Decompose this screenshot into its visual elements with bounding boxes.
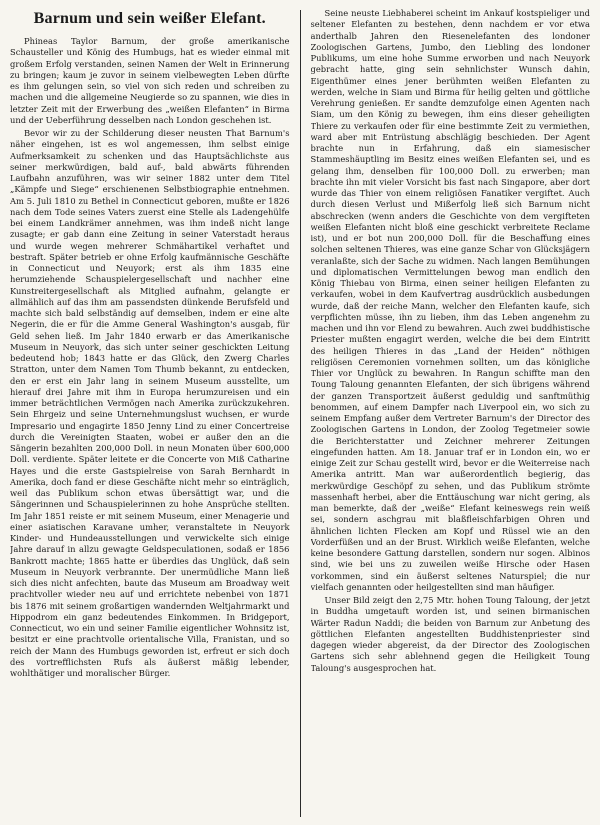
paragraph: Unser Bild zeigt den 2,75 Mtr. hohen Toung Taloung, der jetzt in Buddha umgetauft worden ist, und seinen birmanischen Wärter Radun Naddi; die beiden von Barnum zur Anbetung des göttlichen Elefanten angestellten Buddhistenpriester sind dagegen wieder abgereist, da der Director des Zoologischen Gartens sich sehr ablehnend gegen die Heiligkeit Toung Taloung's ausgesprochen hat. [310, 595, 590, 673]
column-divider [300, 10, 301, 817]
paragraph: Seine neuste Liebhaberei scheint im Ankauf kostspieliger und seltener Elefanten zu bestehen, denn nachdem er vor etwa anderthalb Jahren den Riesenelefanten des londoner Zoologischen Gartens, Jumbo, den Liebling des londoner Publikums, um eine hohe Summe erworben und nach Neuyork gebracht hatte, ging sein sehnlichster Wunsch dahin, Eigenthümer eines jener berühmten weißen Elefanten zu werden, welche in Siam und Birma für heilig gelten und göttliche Verehrung genießen. Er sandte demzufolge einen Agenten nach Siam, um den König zu bewegen, ihm eins dieser geheiligten Thiere zu verkaufen oder für eine bestimmte Zeit zu vermiethen, ward aber mit Entrüstung abschlägig beschieden. Der Agent brachte nun in Erfahrung, daß ein siamesischer Stammeshäuptling im Besitz eines weißen Elefanten sei, und es gelang ihm, denselben für 100,000 Doll. zu erwerben; man brachte ihn mit vieler Vorsicht bis fast nach Singapore, aber dort wurde das Thier von einem religiösen Fanatiker vergiftet. Auch durch diesen Verlust und Mißerfolg ließ sich Barnum nicht abschrecken (wenn anders die Geschichte von dem vergifteten weißen Elefanten nicht bloß eine geschickt verbreitete Reclame ist), und er bot nun 200,000 Doll. für die Beschaffung eines solchen seltenen Thieres, was eine ganze Schar von Glücksjägern veranlaßte, sich der Sache zu widmen. Nach langen Bemühungen und diplomatischen Vermittelungen bewog man endlich den König Thiebau von Birma, einen seiner heiligen Elefanten zu verkaufen, wobei in dem Kaufvertrag ausdrücklich ausbedungen wurde, daß der reiche Mann, welcher den Elefanten kaufe, sich verpflichten müsse, ihn zu lieben, ihm das Leben angenehm zu machen und ihn vor Elend zu bewahren. Auch zwei buddhistische Priester mußten engagirt werden, welche die bei dem Eintritt des heiligen Thieres in das „Land der Heiden“ nöthigen religiösen Ceremonien vornehmen sollten, um das königliche Thier vor Unglück zu bewahren. In Rangun schiffte man den Toung Taloung genannten Elefanten, der sich übrigens während der ganzen Transportzeit äußerst geduldig und sanftmüthig benommen, auf einem Dampfer nach Liverpool ein, wo sich zu seinem Empfang außer dem Vertreter Barnum's der Director des Zoologischen Gartens in London, der Zoolog Tegetmeier sowie die Berichterstatter und Zeichner mehrerer Zeitungen eingefunden hatten. Am 18. Januar traf er in London ein, wo er einige Zeit zur Schau gestellt wird, bevor er die Weiterreise nach Amerika antritt. Man war außerordentlich begierig, das merkwürdige Geschöpf zu sehen, und das Publikum strömte massenhaft herbei, aber die Enttäuschung war nicht gering, als man bemerkte, daß der „weiße“ Elefant keineswegs rein weiß sei, sondern aschgrau mit blaßfleischfarbigen Ohren und ähnlichen lichten Flecken am Kopf und Rüssel wie an den Vorderfüßen und an der Brust. Wirklich weiße Elefanten, welche keine besondere Gattung darstellen, sondern nur sogen. Albinos sind, wie bei uns zu zuweilen weiße Hirsche oder Hasen vorkommen, sind ein äußerst seltenes Naturspiel; die nur vielfach genannten oder heilgestellten sind man häufiger. [310, 8, 590, 592]
article-title: Barnum und sein weißer Elefant. [33, 10, 266, 27]
left-column [10, 8, 290, 819]
paragraph: Phineas Taylor Barnum, der große amerikanische Schausteller und König des Humbugs, hat es wieder einmal mit großem Erfolg verstanden, seinen Namen der Welt in Erinnerung zu bringen; kaum je zuvor in seinem vielbewegten Leben dürfte es ihm gelungen sein, so viel von sich reden und schreiben zu machen und die allgemeine Neugierde so zu spannen, wie dies in letzter Zeit mit der Erwerbung des „weißen Elefanten“ in Birma und der Ueberführung desselben nach London geschehen ist. [10, 36, 290, 125]
paragraph: Bevor wir zu der Schilderung dieser neusten That Barnum's näher eingehen, ist es wol angemessen, ihm selbst einige Aufmerksamkeit zu schenken und das Hauptsächlichste aus seiner merkwürdigen, bald auf-, bald abwärts führenden Laufbahn anzuführen, was wir seiner 1882 unter dem Titel „Kämpfe und Siege“ erschienenen Selbstbiographie entnehmen. Am 5. Juli 1810 zu Bethel in Connecticut geboren, mußte er 1826 nach dem Tode seines Vaters zuerst eine Stelle als Ladengehülfe bei einem Landkrämer annehmen, was ihm indeß nicht lange zusagte; er gab dann eine Zeitung in seiner Vaterstadt heraus und wurde wegen mehrerer Schmähartikel verhaftet und bestraft. Später betrieb er ohne Erfolg kaufmännische Geschäfte in Connecticut und Neuyork; erst als ihm 1835 eine herumziehende Schauspielergesellschaft und nachher eine Kunstreitergesellschaft als Mitglied aufnahm, gelangte er allmählich auf das ihm am passendsten dünkende Berufsfeld und machte sich bald selbständig auf demselben, indem er eine alte Negerin, die er für die Amme General Washington's ausgab, für Geld sehen ließ. Im Jahr 1840 erwarb er das Amerikanische Museum in Neuyork, das sich unter seiner geschickten Leitung bedeutend hob; 1843 hatte er das Glück, den Zwerg Charles Stratton, unter dem Namen Tom Thumb bekannt, zu entdecken, den er erst ein Jahr lang in seinem Museum ausstellte, um hierauf drei Jahre mit ihm in Europa herumzureisen und ein immer beträchtlichen Vermögen nach Amerika zurückzukehren. Sein Ehrgeiz und seine Unternehmungslust wuchsen, er wurde Impresario und engagirte 1850 Jenny Lind zu einer Concertreise durch die Vereinigten Staaten, wobei er außer den an die Sängerin bezahlten 200,000 Doll. in neun Monaten über 600,000 Doll. verdiente. Später leitete er die Concerte von Miß Catharine Hayes und die erste Gastspielreise von Sarah Bernhardt in Amerika, doch fand er diese Geschäfte nicht mehr so einträglich, weil das Publikum schon etwas übersättigt war, und die Sängerinnen und Schauspielerinnen zu hohe Ansprüche stellten. Im Jahr 1851 reiste er mit seinem Museum, einer Menagerie und einer asiatischen Karavane umher, veranstaltete in Neuyork Kinder- und Hundeausstellungen und verwickelte sich einige Jahre darauf in allzu gewagte Geldspeculationen, sodaß er 1856 Bankrott machte; 1865 hatte er überdies das Unglück, daß sein Museum in Neuyork verbrannte. Der unermüdliche Mann ließ sich dies nicht anfechten, baute das Museum am Broadway weit prachtvoller wieder neu auf und errichtete nebenbei von 1871 bis 1876 mit seinem großartigen wandernden Weltjahrmarkt und Hippodrom ein ganz bedeutendes Einkommen. In Bridgeport, Connecticut, wo ein und seiner Familie eigentlicher Wohnsitz ist, besitzt er eine prachtvolle orientalische Villa, Franistan, und so reich der Mann des Humbugs geworden ist, erfreut er sich doch des vortrefflichsten Rufs als äußerst mäßig lebender, wohlthätiger und moralischer Bürger. [10, 128, 290, 678]
right-column [311, 8, 591, 819]
